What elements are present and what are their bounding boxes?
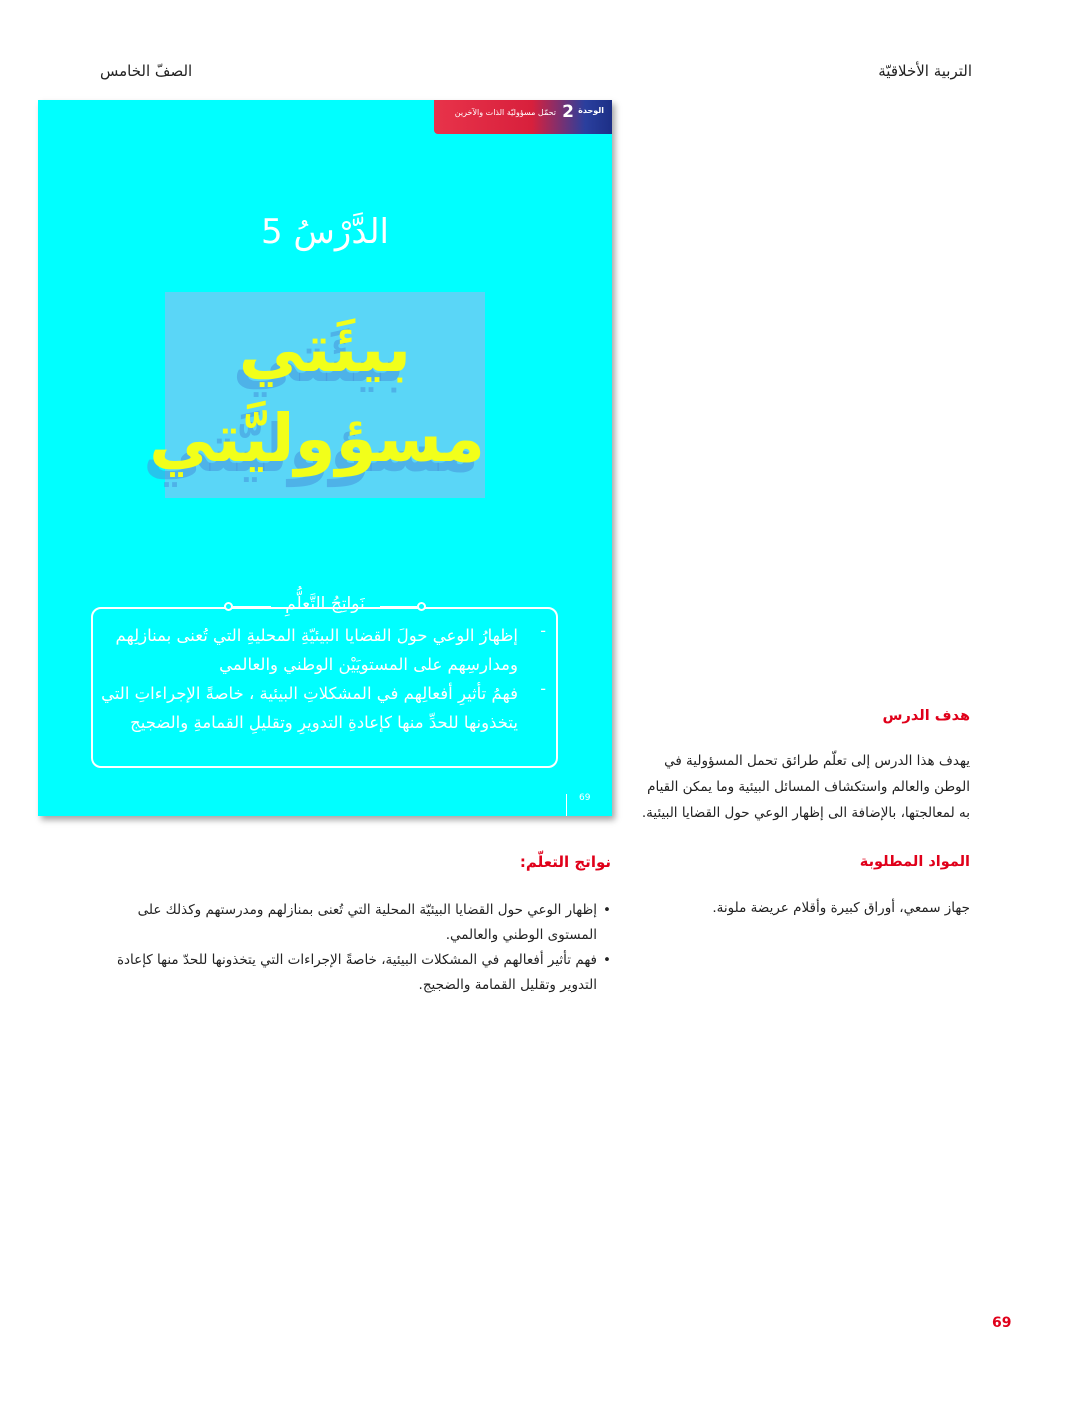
goal-body: يهدف هذا الدرس إلى تعلّم طرائق تحمل المسؤولية في الوطن والعالم واستكشاف المسائل البيئية وما يمكن القيام به لمعالجتها، بالإضافة الى إظهار الوعي حول القضايا البيئية.	[641, 753, 970, 821]
lesson-title-line-2: مسؤوليَّتي	[149, 400, 485, 477]
lesson-label: الدَّرْسُ 5	[260, 212, 390, 252]
header-grade: الصفّ الخامس	[100, 62, 193, 80]
outcome-dash: -	[540, 621, 546, 640]
materials-body: جهاز سمعي، أوراق كبيرة وأقلام عريضة ملونة.	[712, 900, 970, 916]
lesson-title-line-1: بيئَتي	[238, 310, 412, 387]
thumbnail-outcome-item: إظهارُ الوعي حولَ القضايا البيئيّةِ المحليةِ التي تُعنى بمنازلِهم ومدارسِهم على المستويَيْن الوطني والعالمي	[115, 626, 518, 674]
materials-heading: المواد المطلوبة	[859, 854, 970, 870]
thumbnail-page-divider	[566, 794, 567, 816]
lesson-title-box	[149, 292, 485, 498]
list-item: • فهم تأثير أفعالهم في المشكلات البيئية، خاصةً الإجراءات التي يتخذونها للحدّ منها كإعادة التدوير وتقليل القمامة والضجيج.	[111, 948, 611, 998]
unit-title: تحمّل مسؤوليّة الذات والآخرين	[454, 108, 556, 117]
thumbnail-outcome-item: فهمُ تأثيرِ أفعالِهم في المشكلاتِ البيئية ، خاصةً الإجراءاتِ التي يتخذونها للحدِّ منها كإعادةِ التدويرِ وتقليلِ القمامةِ والضجيج	[101, 684, 518, 732]
unit-word: الوحدة	[578, 106, 604, 115]
unit-number: 2	[562, 102, 574, 122]
thumbnail-page-number: 69	[579, 793, 591, 803]
goal-heading: هدف الدرس	[882, 708, 970, 724]
page-number: 69	[992, 1315, 1012, 1331]
unit-banner	[434, 100, 612, 134]
thumbnail-outcomes-heading: نَواتِجُ التَّعلُّمِ	[285, 594, 365, 614]
outcome-dash: -	[540, 679, 546, 698]
lesson-cover-thumbnail	[38, 100, 612, 816]
learning-outcomes-heading: نواتج التعلّم:	[519, 853, 611, 871]
learning-outcomes-list	[111, 898, 611, 998]
list-item: • إظهار الوعي حول القضايا البيئيّة المحلية التي تُعنى بمنازلهم ومدرستهم وكذلك على المستوى الوطني والعالمي.	[111, 898, 611, 948]
header-subject: التربية الأخلاقيّة	[878, 62, 972, 80]
